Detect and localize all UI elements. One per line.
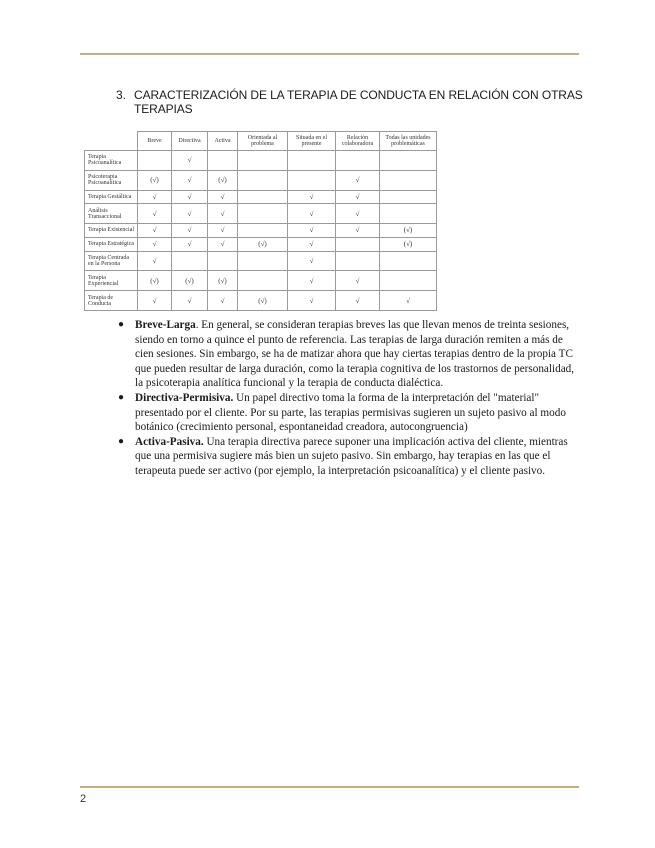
bullet-icon: ●: [118, 319, 125, 330]
table-cell: √: [138, 190, 172, 204]
table-cell: √: [172, 151, 208, 171]
table-cell: √: [138, 291, 172, 311]
table-row: [85, 291, 437, 311]
bullet-icon: ●: [118, 391, 125, 403]
row-label: Terapia Experiencial: [85, 271, 138, 291]
table-cell: √: [172, 291, 208, 311]
table-row: [85, 237, 437, 251]
table-cell: √: [288, 237, 336, 251]
table-cell: [380, 190, 437, 204]
table-cell: √: [172, 237, 208, 251]
table-cell: [238, 251, 288, 271]
bullet-term: Activa-Pasiva.: [135, 435, 204, 448]
table-cell: √: [138, 224, 172, 238]
table-cell: [288, 151, 336, 171]
table-cell: √: [288, 291, 336, 311]
table-row: [85, 251, 437, 271]
table-cell: [288, 170, 336, 190]
row-label: Terapia Centrada en la Persona: [85, 251, 138, 271]
table-cell: [336, 251, 380, 271]
table-cell: [138, 151, 172, 171]
table-cell: [380, 251, 437, 271]
section-title: CARACTERIZACIÓN DE LA TERAPIA DE CONDUCTA EN RELACIÓN CON OTRAS TERAPIAS: [134, 88, 583, 116]
table-cell: (√): [238, 237, 288, 251]
table-cell: (√): [208, 271, 238, 291]
table-cell: √: [208, 237, 238, 251]
table-cell: √: [336, 271, 380, 291]
table-row: [85, 224, 437, 238]
column-header: Directiva: [172, 132, 208, 151]
table-cell: [238, 204, 288, 224]
section-heading: [116, 88, 586, 116]
table-cell: √: [336, 190, 380, 204]
table-cell: [208, 151, 238, 171]
table-cell: √: [208, 224, 238, 238]
column-header: Orientada al problema: [238, 132, 288, 151]
table-cell: [336, 237, 380, 251]
footer-rule: [80, 786, 579, 788]
table-cell: √: [288, 204, 336, 224]
column-header: Breve: [138, 132, 172, 151]
table-cell: √: [138, 251, 172, 271]
table-cell: √: [336, 170, 380, 190]
table-cell: (√): [172, 271, 208, 291]
table-cell: √: [138, 204, 172, 224]
table-cell: [238, 224, 288, 238]
section-number: 3.: [116, 88, 126, 102]
row-label: Psicoterapia Psicoanalítica: [85, 170, 138, 190]
table-cell: [380, 170, 437, 190]
bullet-list: [118, 318, 580, 479]
table-cell: √: [336, 224, 380, 238]
column-header: Activa: [208, 132, 238, 151]
table-cell: √: [336, 204, 380, 224]
table-cell: (√): [238, 291, 288, 311]
table-header-row: [85, 132, 437, 151]
table-cell: √: [288, 224, 336, 238]
table-cell: √: [336, 291, 380, 311]
table-cell: √: [380, 291, 437, 311]
row-label: Terapia Gestáltica: [85, 190, 138, 204]
list-item: [118, 391, 580, 435]
table-cell: √: [208, 190, 238, 204]
table-cell: (√): [138, 271, 172, 291]
table-cell: √: [172, 224, 208, 238]
page-number: 2: [80, 793, 87, 805]
row-label: Terapia Psicoanalítica: [85, 151, 138, 171]
header-rule: [80, 53, 579, 55]
table-cell: (√): [208, 170, 238, 190]
table-cell: [336, 151, 380, 171]
table-cell: √: [208, 204, 238, 224]
bullet-text: Un papel directivo toma la forma de la interpretación del "material" presentado por el cliente. Por su parte, las terapias permisivas sugieren un sujeto pasivo al modo botánico (crecimiento personal, espontaneidad creadora, autocongruencia): [135, 391, 566, 434]
bullet-icon: ●: [118, 435, 125, 447]
table-cell: √: [172, 204, 208, 224]
table-cell: √: [288, 271, 336, 291]
table-cell: [238, 271, 288, 291]
table-cell: √: [172, 190, 208, 204]
bullet-text: . En general, se consideran terapias breves las que llevan menos de treinta sesiones, siendo en torno a quince el punto de referencia. Las terapias de larga duración remiten a más de cien sesiones. Sin embargo, se ha de matizar ahora que hay ciertas terapias dentro de la propia TC que pueden resultar de larga duración, como la terapia cognitiva de los trastornos de personalidad, la psicoterapia analítica funcional y la terapia de conducta dialéctica.: [135, 319, 575, 390]
table-cell: √: [288, 190, 336, 204]
table-cell: √: [288, 251, 336, 271]
list-item: [118, 435, 580, 479]
table-cell: √: [138, 237, 172, 251]
column-header: Relación colaboradora: [336, 132, 380, 151]
row-label: Terapia Estratégica: [85, 237, 138, 251]
table-cell: [380, 271, 437, 291]
table-row: [85, 151, 437, 171]
table-cell: √: [172, 170, 208, 190]
table-row: [85, 170, 437, 190]
row-label: Análisis Transaccional: [85, 204, 138, 224]
table-cell: [238, 190, 288, 204]
table-cell: [380, 204, 437, 224]
list-item: [118, 318, 580, 391]
header-corner: [85, 132, 138, 151]
bullet-term: Directiva-Permisiva.: [135, 391, 234, 404]
table-cell: (√): [380, 237, 437, 251]
bullet-text: Una terapia directiva parece suponer una implicación activa del cliente, mientras que una permisiva sugiere más bien un sujeto pasivo. Sin embargo, hay terapias en las que el terapeuta puede ser activo (por ejemplo, la interpretación psicoanalítica) y el cliente pasivo.: [135, 435, 568, 477]
table-row: [85, 271, 437, 291]
table-row: [85, 190, 437, 204]
table-cell: [172, 251, 208, 271]
table-cell: √: [208, 291, 238, 311]
column-header: Todas las unidades problemáticas: [380, 132, 437, 151]
table-cell: (√): [138, 170, 172, 190]
table-cell: [208, 251, 238, 271]
row-label: Terapia de Conducta: [85, 291, 138, 311]
table-cell: [238, 170, 288, 190]
row-label: Terapia Existencial: [85, 224, 138, 238]
table-cell: [238, 151, 288, 171]
table-cell: (√): [380, 224, 437, 238]
table-cell: [380, 151, 437, 171]
bullet-term: Breve-Larga: [135, 319, 196, 331]
table-row: [85, 204, 437, 224]
therapy-comparison-table: [84, 131, 437, 311]
column-header: Situada en el presente: [288, 132, 336, 151]
